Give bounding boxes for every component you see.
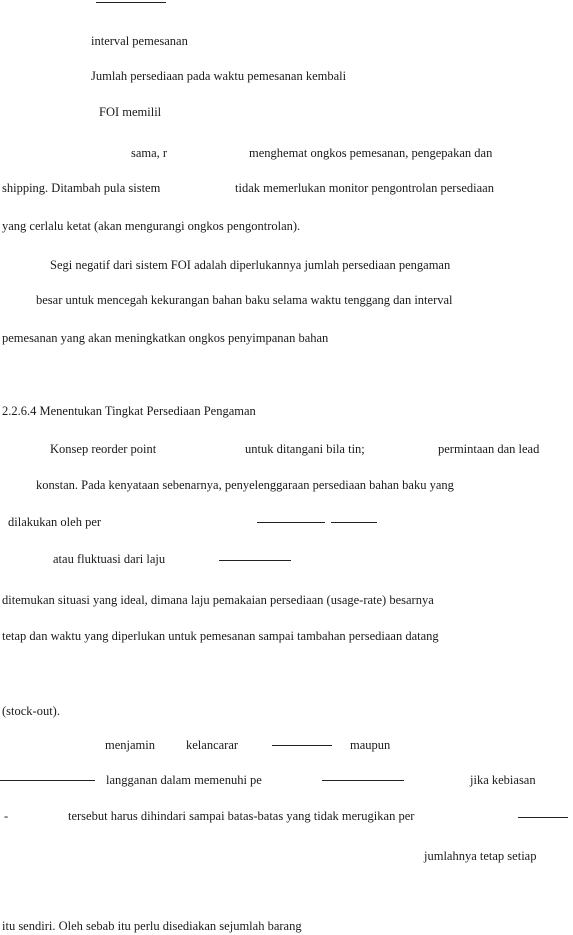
text-line: tidak memerlukan monitor pengontrolan persediaan: [235, 181, 494, 195]
text-line: kelancarar: [186, 738, 239, 752]
blank-underline: [331, 522, 377, 523]
text-line: sama, r: [131, 146, 168, 160]
blank-underline: [272, 745, 332, 746]
text-line: FOI memilil: [99, 105, 162, 119]
text-line: besar untuk mencegah kekurangan bahan baku selama waktu tenggang dan interval: [36, 293, 453, 307]
text-line: konstan. Pada kenyataan sebenarnya, penyelenggaraan persediaan bahan baku yang: [36, 478, 454, 492]
text-line: shipping. Ditambah pula sistem: [2, 181, 161, 195]
text-line: -: [4, 809, 9, 823]
text-line: langganan dalam memenuhi pe: [106, 773, 262, 787]
text-line: tetap dan waktu yang diperlukan untuk pemesanan sampai tambahan persediaan datang: [2, 629, 439, 643]
text-line: (stock-out).: [2, 704, 60, 718]
text-line: ditemukan situasi yang ideal, dimana laju pemakaian persediaan (usage-rate) besarnya: [2, 593, 434, 607]
text-line: menjamin: [105, 738, 155, 752]
text-line: jumlahnya tetap setiap: [424, 849, 537, 863]
text-line: itu sendiri. Oleh sebab itu perlu disediakan sejumlah barang: [2, 919, 302, 933]
text-line: jika kebiasan: [470, 773, 536, 787]
text-line: Segi negatif dari sistem FOI adalah diperlukannya jumlah persediaan pengaman: [50, 258, 451, 272]
text-line: atau fluktuasi dari laju: [53, 552, 166, 566]
section-heading: 2.2.6.4 Menentukan Tingkat Persediaan Pengaman: [2, 404, 256, 418]
blank-underline: [257, 522, 325, 523]
text-line: permintaan dan lead: [438, 442, 540, 456]
blank-underline: [219, 560, 291, 561]
top-underline: [96, 2, 166, 3]
text-line: tersebut harus dihindari sampai batas-batas yang tidak merugikan per: [68, 809, 415, 823]
text-line: Konsep reorder point: [50, 442, 157, 456]
text-line: interval pemesanan: [91, 34, 188, 48]
text-line: menghemat ongkos pemesanan, pengepakan dan: [249, 146, 493, 160]
text-line: dilakukan oleh per: [8, 515, 102, 529]
blank-underline: [518, 817, 568, 818]
text-line: yang cerlalu ketat (akan mengurangi ongkos pengontrolan).: [2, 219, 301, 233]
text-line: untuk ditangani bila tin;: [245, 442, 365, 456]
text-line: pemesanan yang akan meningkatkan ongkos penyimpanan bahan: [2, 331, 329, 345]
blank-underline: [0, 780, 95, 781]
blank-underline: [322, 780, 404, 781]
text-line: Jumlah persediaan pada waktu pemesanan kembali: [91, 69, 347, 83]
text-line: maupun: [350, 738, 391, 752]
